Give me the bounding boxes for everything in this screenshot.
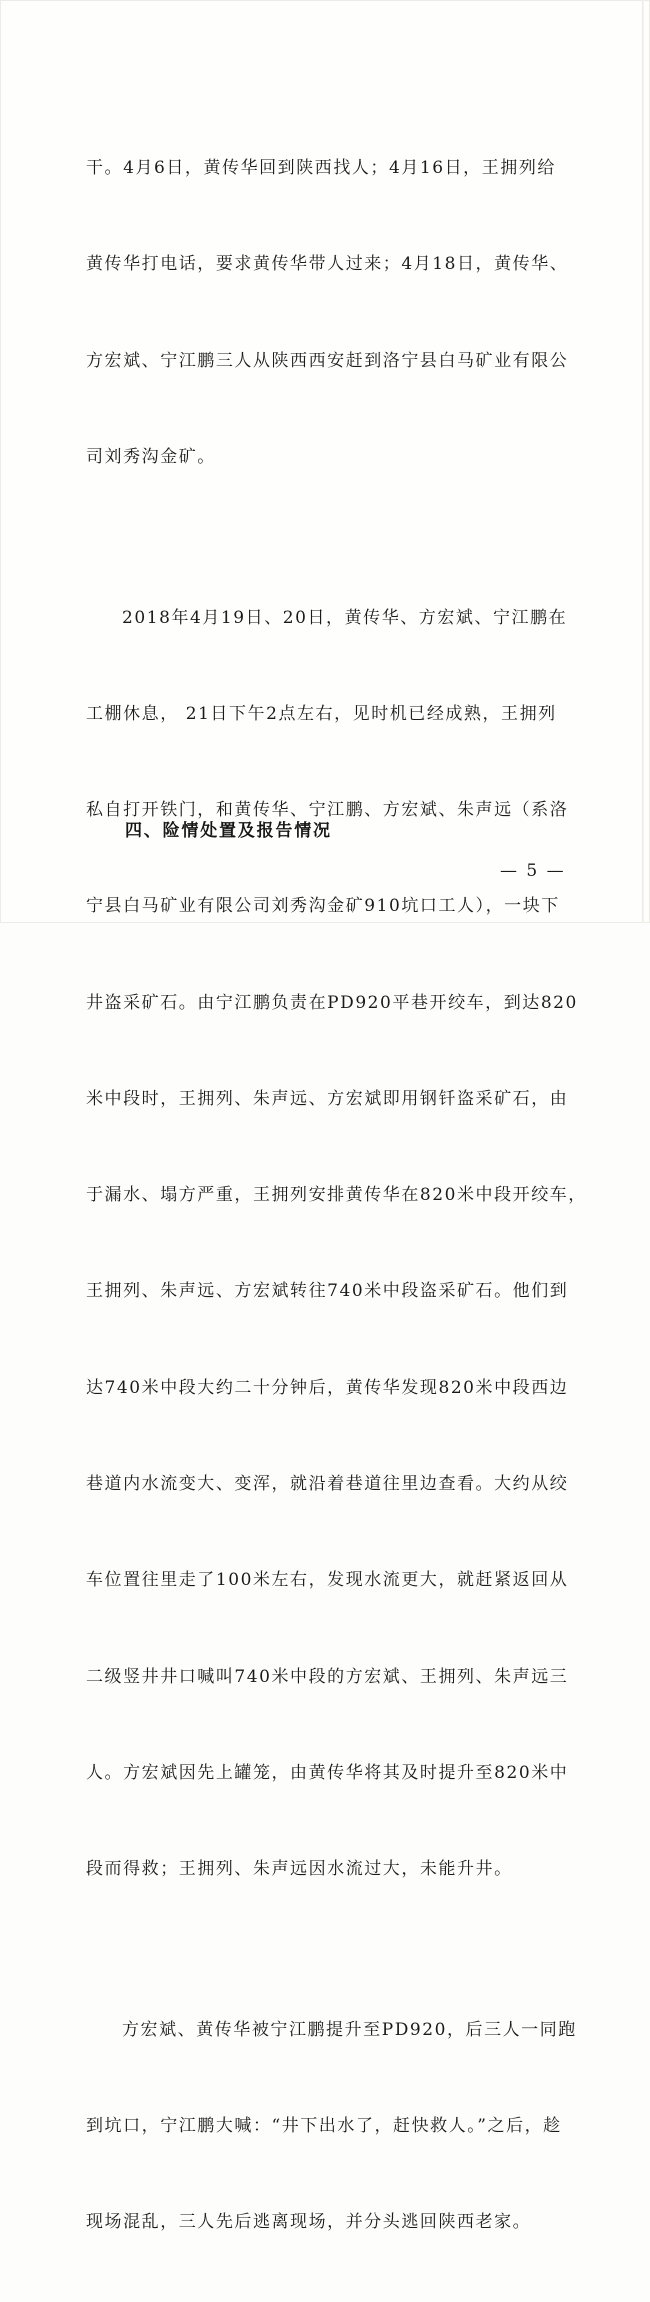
text-line: 方宏斌、宁江鹏三人从陕西西安赶到洛宁县白马矿业有限公 xyxy=(86,350,569,371)
text-line: 米中段时，王拥列、朱声远、方宏斌即用钢钎盗采矿石，由 xyxy=(86,1088,569,1109)
page-edge-shadow xyxy=(642,0,644,923)
text-line: 井盗采矿石。由宁江鹏负责在PD920平巷开绞车，到达820 xyxy=(86,992,578,1013)
text-line: 宁县白马矿业有限公司刘秀沟金矿910坑口工人），一块下 xyxy=(86,896,560,917)
paragraph-3 xyxy=(86,1949,577,2302)
text-line: 到坑口，宁江鹏大喊：“井下出水了，赶快救人。”之后，趁 xyxy=(86,2115,562,2136)
paragraph-2 xyxy=(86,537,587,1949)
text-line: 2018年4月19日、20日，黄传华、方宏斌、宁江鹏在 xyxy=(122,607,568,628)
text-line: 方宏斌、黄传华被宁江鹏提升至PD920，后三人一同跑 xyxy=(122,2019,577,2040)
text-line: 黄传华打电话，要求黄传华带人过来；4月18日，黄传华、 xyxy=(86,254,569,275)
body-text xyxy=(86,88,587,2302)
text-line: 工棚休息， 21日下午2点左右，见时机已经成熟，王拥列 xyxy=(86,703,557,724)
text-line: 王拥列、朱声远、方宏斌转往740米中段盗采矿石。他们到 xyxy=(86,1281,569,1302)
text-line: 司刘秀沟金矿。 xyxy=(86,447,216,468)
text-line: 二级竖井井口喊叫740米中段的方宏斌、王拥列、朱声远三 xyxy=(86,1666,569,1687)
text-line: 车位置往里走了100米左右，发现水流更大，就赶紧返回从 xyxy=(86,1570,569,1591)
text-line: 巷道内水流变大、变浑，就沿着巷道往里边查看。大约从绞 xyxy=(86,1474,569,1495)
text-line: 达740米中段大约二十分钟后，黄传华发现820米中段西边 xyxy=(86,1377,569,1398)
text-line: 干。4月6日，黄传华回到陕西找人；4月16日，王拥列给 xyxy=(86,158,556,179)
paragraph-1 xyxy=(86,88,569,537)
text-line: 现场混乱，三人先后逃离现场，并分头逃回陕西老家。 xyxy=(86,2212,532,2233)
text-line: 私自打开铁门，和黄传华、宁江鹏、方宏斌、朱声远（系洛 xyxy=(86,800,569,821)
text-line: 于漏水、塌方严重，王拥列安排黄传华在820米中段开绞车， xyxy=(86,1185,587,1206)
text-line: 人。方宏斌因先上罐笼，由黄传华将其及时提升至820米中 xyxy=(86,1762,569,1783)
section-heading: 四、险情处置及报告情况 xyxy=(125,821,332,841)
page-number: — 5 — xyxy=(500,861,566,881)
text-line: 段而得救；王拥列、朱声远因水流过大，未能升井。 xyxy=(86,1859,513,1880)
